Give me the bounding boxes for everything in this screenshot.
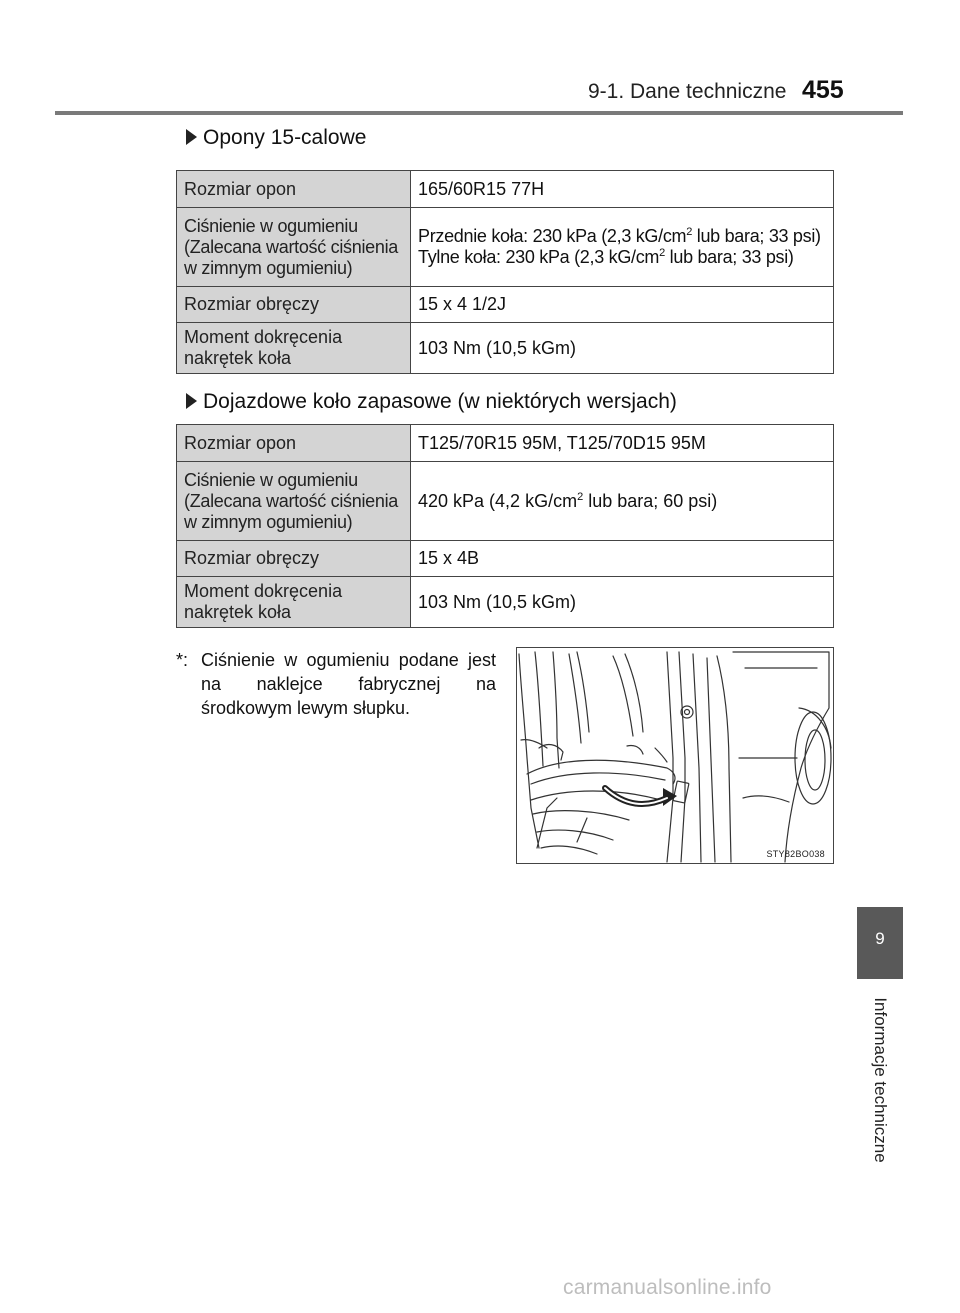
superscript: 2 <box>577 490 584 503</box>
spare-pressure-tail: lub bara; 60 psi) <box>583 490 718 511</box>
spec-table-15-inch <box>176 170 834 374</box>
chapter-number: 9 <box>875 929 885 948</box>
chapter-title: Informacje techniczne <box>871 997 890 1163</box>
label-line: Moment dokręcenia <box>184 581 343 601</box>
car-door-pillar-icon <box>517 648 833 863</box>
row-value: 15 x 4B <box>411 541 834 577</box>
triangle-bullet-icon <box>186 393 197 409</box>
table-row <box>177 462 834 541</box>
row-value: 103 Nm (10,5 kGm) <box>411 323 834 374</box>
table-row <box>177 287 834 323</box>
row-label: Rozmiar obręczy <box>177 541 411 577</box>
label-line: nakrętek koła <box>184 602 292 622</box>
row-label <box>177 577 411 628</box>
door-pillar-illustration <box>516 647 834 864</box>
table-row <box>177 323 834 374</box>
header-divider <box>55 111 903 115</box>
row-label: Rozmiar opon <box>177 171 411 208</box>
table-row <box>177 208 834 287</box>
row-value <box>411 208 834 287</box>
superscript: 2 <box>659 247 665 259</box>
row-value <box>411 462 834 541</box>
label-line: (Zalecana wartość ciśnienia <box>184 490 398 511</box>
label-line: Ciśnienie w ogumieniu <box>184 215 358 236</box>
table-row <box>177 171 834 208</box>
rear-pressure: Tylne koła: 230 kPa (2,3 kG/cm <box>418 247 660 267</box>
row-label <box>177 208 411 287</box>
table-row <box>177 577 834 628</box>
chapter-tab <box>857 907 903 979</box>
rear-pressure-tail: lub bara; 33 psi) <box>664 247 794 267</box>
front-pressure-tail: lub bara; 33 psi) <box>692 226 821 246</box>
label-line: Moment dokręcenia <box>184 327 343 347</box>
row-value: 165/60R15 77H <box>411 171 834 208</box>
triangle-bullet-icon <box>186 129 197 145</box>
label-line: w zimnym ogumieniu) <box>184 511 353 532</box>
row-label: Rozmiar obręczy <box>177 287 411 323</box>
watermark: carmanualsonline.info <box>563 1276 772 1299</box>
row-label <box>177 323 411 374</box>
footnote <box>176 648 496 720</box>
row-value: 103 Nm (10,5 kGm) <box>411 577 834 628</box>
section-title: 9-1. Dane techniczne <box>588 80 787 103</box>
footnote-text: Ciśnienie w ogumieniu podane jest na naklejce fabrycznej na środkowym lewym słupku. <box>201 650 496 718</box>
table-row <box>177 541 834 577</box>
row-label: Rozmiar opon <box>177 425 411 462</box>
label-line: w zimnym ogumieniu) <box>184 257 353 278</box>
section-heading-15-inch <box>186 126 366 150</box>
spare-pressure: 420 kPa (4,2 kG/cm <box>418 490 578 511</box>
figure-code: STY82BO038 <box>766 849 825 859</box>
section-heading-text: Opony 15-calowe <box>203 126 367 149</box>
label-line: nakrętek koła <box>184 348 292 368</box>
front-pressure: Przednie koła: 230 kPa (2,3 kG/cm <box>418 226 687 246</box>
row-label <box>177 462 411 541</box>
label-line: (Zalecana wartość ciśnienia <box>184 236 398 257</box>
spec-table-spare-wheel <box>176 424 834 628</box>
table-row <box>177 425 834 462</box>
section-heading-spare-wheel <box>186 390 677 414</box>
section-heading-text: Dojazdowe koło zapasowe (w niektórych wersjach) <box>203 390 677 413</box>
row-value: T125/70R15 95M, T125/70D15 95M <box>411 425 834 462</box>
page-number: 455 <box>802 76 844 104</box>
footnote-mark: *: <box>176 650 189 670</box>
row-value: 15 x 4 1/2J <box>411 287 834 323</box>
chapter-title-wrap <box>857 985 903 1175</box>
label-line: Ciśnienie w ogumieniu <box>184 469 358 490</box>
superscript: 2 <box>686 226 693 238</box>
